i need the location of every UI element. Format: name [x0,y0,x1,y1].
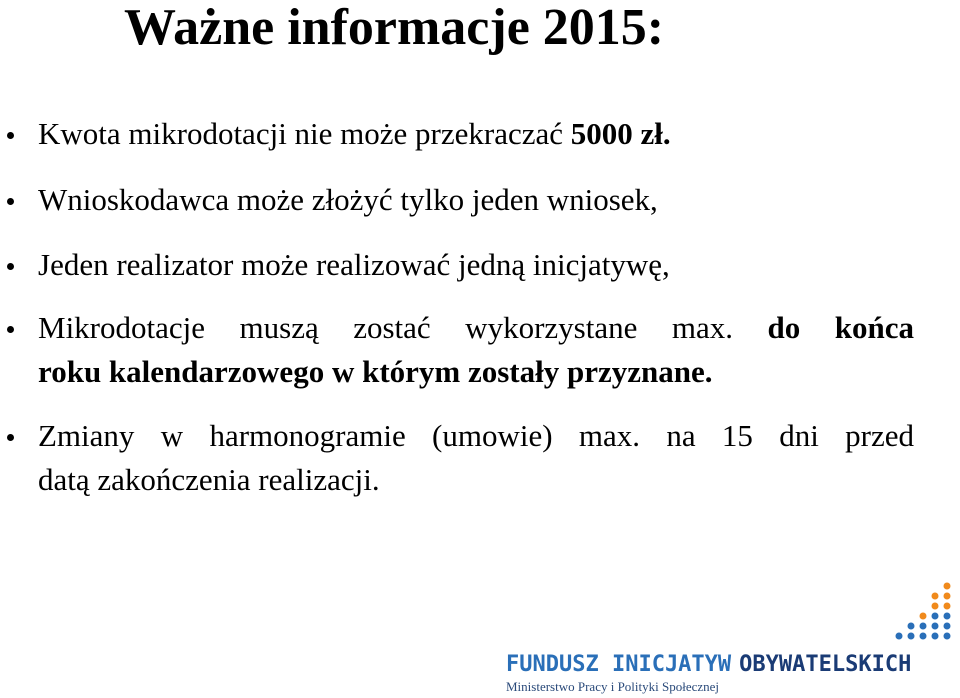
bullet-line-1 [38,306,914,350]
slide-title: Ważne informacje 2015: [124,0,665,56]
bullet-dot-icon [7,132,14,139]
bullet-dot-icon [7,434,14,441]
bullet-text-bold: 5000 zł. [570,116,671,151]
bullet-line-2: datą zakończenia realizacji. [38,462,380,497]
bullet-text: Wnioskodawca może złożyć tylko jeden wniosek, [38,182,658,217]
bullet-line-2 [38,350,914,394]
logo-ministry-text: Ministerstwo Pracy i Polityki Społecznej [506,679,720,694]
bullet-text: Jeden realizator może realizować jedną inicjatywę, [38,247,670,282]
bullet-text [38,112,671,156]
bullet-text [38,414,914,502]
bullet-dot-icon [7,198,14,205]
logo-word-fundusz: FUNDUSZ INICJATYW [506,652,732,677]
bullet-dot-icon [7,263,14,270]
fio-logo [500,580,960,698]
logo-word-obywatelskich: OBYWATELSKICH [739,652,912,677]
bullet-dot-icon [7,326,14,333]
bullet-text [38,306,914,394]
bullet-text-bold: do końca [767,310,914,345]
bullet-text-plain: Kwota mikrodotacji nie może przekraczać [38,116,571,151]
logo-dots-icon [890,580,960,644]
bullet-line-1: Zmiany w harmonogramie (umowie) max. na 15 dni przed [38,418,914,453]
logo-wordmark [506,653,911,677]
bullet-text-plain: Mikrodotacje muszą zostać wykorzystane max. [38,310,768,345]
bullet-text-bold: roku kalendarzowego w którym zostały przyznane. [38,354,713,389]
